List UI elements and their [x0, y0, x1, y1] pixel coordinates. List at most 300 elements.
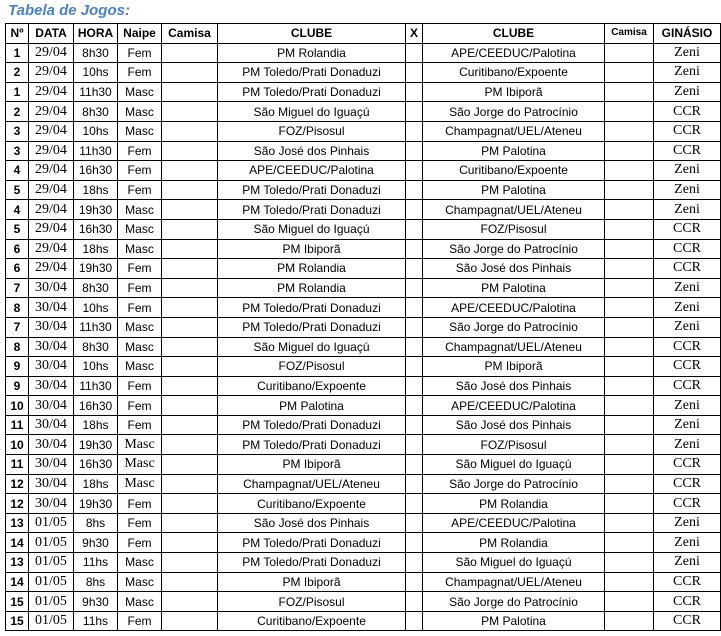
gender: Fem [118, 513, 162, 533]
match-time: 11h30 [74, 376, 118, 396]
match-time: 11hs [74, 611, 118, 631]
table-row [6, 553, 721, 573]
gender: Fem [118, 180, 162, 200]
versus [406, 161, 423, 181]
game-number: 15 [6, 611, 29, 631]
match-date: 29/04 [29, 200, 74, 220]
match-time: 18hs [74, 474, 118, 494]
home-shirt [162, 239, 218, 259]
away-club: APE/CEEDUC/Palotina [423, 396, 605, 416]
away-shirt [605, 43, 654, 63]
game-number: 7 [6, 317, 29, 337]
table-row [6, 219, 721, 239]
table-row [6, 298, 721, 318]
match-time: 8hs [74, 513, 118, 533]
game-number: 3 [6, 141, 29, 161]
away-shirt [605, 415, 654, 435]
away-shirt [605, 396, 654, 416]
match-time: 9h30 [74, 592, 118, 612]
versus [406, 317, 423, 337]
home-shirt [162, 337, 218, 357]
gender: Fem [118, 278, 162, 298]
col-header-date: DATA [29, 24, 74, 44]
home-shirt [162, 141, 218, 161]
match-date: 30/04 [29, 278, 74, 298]
home-club: São José dos Pinhais [218, 141, 406, 161]
away-club: PM Rolandia [423, 533, 605, 553]
match-date: 30/04 [29, 376, 74, 396]
gym: CCR [654, 141, 721, 161]
match-date: 01/05 [29, 611, 74, 631]
match-time: 8h30 [74, 278, 118, 298]
match-time: 9h30 [74, 533, 118, 553]
gender: Fem [118, 415, 162, 435]
game-number: 15 [6, 592, 29, 612]
match-date: 30/04 [29, 474, 74, 494]
versus [406, 611, 423, 631]
versus [406, 200, 423, 220]
versus [406, 513, 423, 533]
versus [406, 357, 423, 377]
home-shirt [162, 533, 218, 553]
game-number: 13 [6, 553, 29, 573]
gym: CCR [654, 121, 721, 141]
match-date: 29/04 [29, 82, 74, 102]
table-row [6, 513, 721, 533]
match-date: 29/04 [29, 239, 74, 259]
table-row [6, 572, 721, 592]
gym: Zeni [654, 82, 721, 102]
match-date: 29/04 [29, 102, 74, 122]
gender: Masc [118, 572, 162, 592]
home-club: PM Toledo/Prati Donaduzi [218, 200, 406, 220]
game-number: 2 [6, 63, 29, 83]
match-time: 10hs [74, 357, 118, 377]
match-time: 16h30 [74, 396, 118, 416]
game-number: 10 [6, 435, 29, 455]
gender: Masc [118, 474, 162, 494]
versus [406, 121, 423, 141]
match-date: 30/04 [29, 337, 74, 357]
versus [406, 141, 423, 161]
home-shirt [162, 474, 218, 494]
table-row [6, 82, 721, 102]
col-header-shirt-1: Camisa [162, 24, 218, 44]
home-shirt [162, 572, 218, 592]
home-shirt [162, 200, 218, 220]
away-club: São Jorge do Patrocínio [423, 474, 605, 494]
away-shirt [605, 161, 654, 181]
gender: Masc [118, 337, 162, 357]
game-number: 4 [6, 161, 29, 181]
home-club: Curitibano/Expoente [218, 494, 406, 514]
game-number: 8 [6, 337, 29, 357]
away-club: FOZ/Pisosul [423, 435, 605, 455]
page-title: Tabela de Jogos: [8, 2, 130, 19]
match-time: 16h30 [74, 161, 118, 181]
gym: CCR [654, 611, 721, 631]
table-row [6, 141, 721, 161]
away-club: PM Rolandia [423, 494, 605, 514]
away-shirt [605, 455, 654, 475]
away-club: PM Palotina [423, 180, 605, 200]
table-row [6, 396, 721, 416]
versus [406, 572, 423, 592]
match-time: 16h30 [74, 219, 118, 239]
versus [406, 82, 423, 102]
home-shirt [162, 161, 218, 181]
home-club: PM Ibiporã [218, 572, 406, 592]
match-time: 8h30 [74, 337, 118, 357]
gym: CCR [654, 357, 721, 377]
match-date: 30/04 [29, 396, 74, 416]
match-date: 29/04 [29, 121, 74, 141]
game-number: 3 [6, 121, 29, 141]
gym: Zeni [654, 415, 721, 435]
match-date: 30/04 [29, 415, 74, 435]
versus [406, 376, 423, 396]
home-shirt [162, 180, 218, 200]
gender: Masc [118, 435, 162, 455]
home-club: PM Toledo/Prati Donaduzi [218, 82, 406, 102]
schedule-table [5, 23, 721, 631]
table-row [6, 611, 721, 631]
away-club: São Jorge do Patrocínio [423, 102, 605, 122]
gender: Masc [118, 317, 162, 337]
match-time: 10hs [74, 298, 118, 318]
match-time: 8hs [74, 572, 118, 592]
away-club: São Jorge do Patrocínio [423, 239, 605, 259]
away-shirt [605, 592, 654, 612]
game-number: 4 [6, 200, 29, 220]
game-number: 5 [6, 180, 29, 200]
match-time: 8h30 [74, 102, 118, 122]
away-shirt [605, 219, 654, 239]
col-header-club-1: CLUBE [218, 24, 406, 44]
match-time: 19h30 [74, 494, 118, 514]
home-shirt [162, 63, 218, 83]
gym: CCR [654, 494, 721, 514]
match-time: 18hs [74, 180, 118, 200]
home-shirt [162, 317, 218, 337]
gym: Zeni [654, 180, 721, 200]
match-date: 29/04 [29, 43, 74, 63]
table-row [6, 317, 721, 337]
game-number: 6 [6, 259, 29, 279]
away-club: São Jorge do Patrocínio [423, 592, 605, 612]
home-shirt [162, 259, 218, 279]
home-shirt [162, 396, 218, 416]
home-club: PM Toledo/Prati Donaduzi [218, 180, 406, 200]
gender: Masc [118, 357, 162, 377]
home-club: PM Toledo/Prati Donaduzi [218, 298, 406, 318]
gym: Zeni [654, 396, 721, 416]
home-club: PM Ibiporã [218, 239, 406, 259]
gym: CCR [654, 474, 721, 494]
gender: Masc [118, 592, 162, 612]
away-club: PM Palotina [423, 141, 605, 161]
game-number: 9 [6, 376, 29, 396]
gender: Masc [118, 239, 162, 259]
home-club: PM Toledo/Prati Donaduzi [218, 317, 406, 337]
away-club: FOZ/Pisosul [423, 219, 605, 239]
home-club: Curitibano/Expoente [218, 611, 406, 631]
away-shirt [605, 121, 654, 141]
table-row [6, 337, 721, 357]
away-shirt [605, 298, 654, 318]
home-shirt [162, 43, 218, 63]
game-number: 7 [6, 278, 29, 298]
game-number: 1 [6, 43, 29, 63]
away-shirt [605, 533, 654, 553]
match-date: 29/04 [29, 63, 74, 83]
gender: Masc [118, 455, 162, 475]
table-row [6, 474, 721, 494]
versus [406, 553, 423, 573]
away-shirt [605, 513, 654, 533]
home-shirt [162, 357, 218, 377]
table-row [6, 278, 721, 298]
away-shirt [605, 376, 654, 396]
versus [406, 455, 423, 475]
away-shirt [605, 239, 654, 259]
gym: CCR [654, 376, 721, 396]
away-club: APE/CEEDUC/Palotina [423, 513, 605, 533]
versus [406, 239, 423, 259]
away-club: São Miguel do Iguaçú [423, 553, 605, 573]
gender: Fem [118, 141, 162, 161]
away-shirt [605, 259, 654, 279]
away-shirt [605, 63, 654, 83]
home-club: PM Ibiporã [218, 455, 406, 475]
versus [406, 219, 423, 239]
versus [406, 337, 423, 357]
gender: Fem [118, 63, 162, 83]
table-row [6, 43, 721, 63]
away-club: Curitibano/Expoente [423, 63, 605, 83]
game-number: 12 [6, 494, 29, 514]
versus [406, 415, 423, 435]
away-club: Champagnat/UEL/Ateneu [423, 121, 605, 141]
gym: CCR [654, 592, 721, 612]
away-shirt [605, 82, 654, 102]
home-shirt [162, 376, 218, 396]
gym: Zeni [654, 317, 721, 337]
match-date: 30/04 [29, 455, 74, 475]
table-row [6, 376, 721, 396]
gym: Zeni [654, 435, 721, 455]
away-shirt [605, 317, 654, 337]
match-time: 8h30 [74, 43, 118, 63]
away-shirt [605, 474, 654, 494]
away-shirt [605, 200, 654, 220]
match-date: 30/04 [29, 298, 74, 318]
home-shirt [162, 415, 218, 435]
versus [406, 102, 423, 122]
match-time: 19h30 [74, 259, 118, 279]
gym: Zeni [654, 200, 721, 220]
table-row [6, 259, 721, 279]
away-club: APE/CEEDUC/Palotina [423, 298, 605, 318]
home-shirt [162, 592, 218, 612]
table-row [6, 239, 721, 259]
match-date: 29/04 [29, 161, 74, 181]
gym: CCR [654, 572, 721, 592]
gender: Fem [118, 376, 162, 396]
game-number: 10 [6, 396, 29, 416]
table-row [6, 533, 721, 553]
away-shirt [605, 337, 654, 357]
match-date: 01/05 [29, 572, 74, 592]
match-time: 19h30 [74, 435, 118, 455]
home-shirt [162, 494, 218, 514]
gender: Masc [118, 200, 162, 220]
gender: Fem [118, 259, 162, 279]
game-number: 2 [6, 102, 29, 122]
match-time: 11h30 [74, 82, 118, 102]
home-shirt [162, 611, 218, 631]
away-club: São Jorge do Patrocínio [423, 317, 605, 337]
match-date: 29/04 [29, 259, 74, 279]
away-shirt [605, 141, 654, 161]
versus [406, 592, 423, 612]
versus [406, 278, 423, 298]
table-row [6, 161, 721, 181]
match-date: 01/05 [29, 513, 74, 533]
table-row [6, 63, 721, 83]
gym: CCR [654, 337, 721, 357]
gym: Zeni [654, 43, 721, 63]
home-club: PM Toledo/Prati Donaduzi [218, 63, 406, 83]
match-date: 01/05 [29, 553, 74, 573]
col-header-number: Nº [6, 24, 29, 44]
game-number: 6 [6, 239, 29, 259]
gym: Zeni [654, 278, 721, 298]
gym: Zeni [654, 63, 721, 83]
home-club: Champagnat/UEL/Ateneu [218, 474, 406, 494]
away-club: PM Ibiporã [423, 357, 605, 377]
home-shirt [162, 435, 218, 455]
table-row [6, 455, 721, 475]
versus [406, 63, 423, 83]
game-number: 5 [6, 219, 29, 239]
home-club: PM Rolandia [218, 278, 406, 298]
home-shirt [162, 298, 218, 318]
game-number: 8 [6, 298, 29, 318]
gym: CCR [654, 219, 721, 239]
home-shirt [162, 513, 218, 533]
col-header-gym: GINÁSIO [654, 24, 721, 44]
versus [406, 533, 423, 553]
away-club: São José dos Pinhais [423, 376, 605, 396]
gender: Masc [118, 553, 162, 573]
versus [406, 494, 423, 514]
away-club: São José dos Pinhais [423, 259, 605, 279]
home-club: São Miguel do Iguaçú [218, 219, 406, 239]
away-club: São José dos Pinhais [423, 415, 605, 435]
versus [406, 259, 423, 279]
gender: Fem [118, 611, 162, 631]
away-club: Champagnat/UEL/Ateneu [423, 200, 605, 220]
versus [406, 43, 423, 63]
gender: Fem [118, 396, 162, 416]
gym: CCR [654, 259, 721, 279]
match-time: 19h30 [74, 200, 118, 220]
versus [406, 298, 423, 318]
game-number: 14 [6, 572, 29, 592]
away-club: PM Palotina [423, 278, 605, 298]
gender: Masc [118, 219, 162, 239]
away-club: PM Palotina [423, 611, 605, 631]
away-club: PM Ibiporã [423, 82, 605, 102]
away-shirt [605, 553, 654, 573]
col-header-club-2: CLUBE [423, 24, 605, 44]
table-row [6, 592, 721, 612]
home-club: PM Toledo/Prati Donaduzi [218, 415, 406, 435]
match-time: 10hs [74, 121, 118, 141]
home-club: Curitibano/Expoente [218, 376, 406, 396]
match-date: 01/05 [29, 592, 74, 612]
away-club: Champagnat/UEL/Ateneu [423, 337, 605, 357]
home-shirt [162, 121, 218, 141]
gym: CCR [654, 455, 721, 475]
gender: Fem [118, 298, 162, 318]
home-shirt [162, 82, 218, 102]
away-shirt [605, 572, 654, 592]
gender: Fem [118, 533, 162, 553]
match-date: 30/04 [29, 317, 74, 337]
away-shirt [605, 611, 654, 631]
versus [406, 396, 423, 416]
home-shirt [162, 455, 218, 475]
col-header-gender: Naipe [118, 24, 162, 44]
table-row [6, 200, 721, 220]
match-date: 30/04 [29, 357, 74, 377]
away-shirt [605, 357, 654, 377]
header-row [6, 24, 721, 44]
away-club: APE/CEEDUC/Palotina [423, 43, 605, 63]
home-club: PM Palotina [218, 396, 406, 416]
gym: Zeni [654, 533, 721, 553]
gym: Zeni [654, 513, 721, 533]
home-shirt [162, 553, 218, 573]
match-date: 01/05 [29, 533, 74, 553]
match-time: 16h30 [74, 455, 118, 475]
gym: Zeni [654, 553, 721, 573]
col-header-versus: X [406, 24, 423, 44]
gender: Fem [118, 43, 162, 63]
table-row [6, 494, 721, 514]
match-time: 11h30 [74, 317, 118, 337]
match-date: 29/04 [29, 141, 74, 161]
versus [406, 435, 423, 455]
away-club: São Miguel do Iguaçú [423, 455, 605, 475]
gym: CCR [654, 239, 721, 259]
match-date: 29/04 [29, 180, 74, 200]
home-shirt [162, 102, 218, 122]
home-club: FOZ/Pisosul [218, 121, 406, 141]
gender: Fem [118, 494, 162, 514]
versus [406, 180, 423, 200]
home-club: São Miguel do Iguaçú [218, 337, 406, 357]
table-row [6, 102, 721, 122]
gender: Masc [118, 121, 162, 141]
table-row [6, 415, 721, 435]
match-date: 30/04 [29, 494, 74, 514]
game-number: 12 [6, 474, 29, 494]
match-time: 11hs [74, 553, 118, 573]
home-club: PM Toledo/Prati Donaduzi [218, 553, 406, 573]
